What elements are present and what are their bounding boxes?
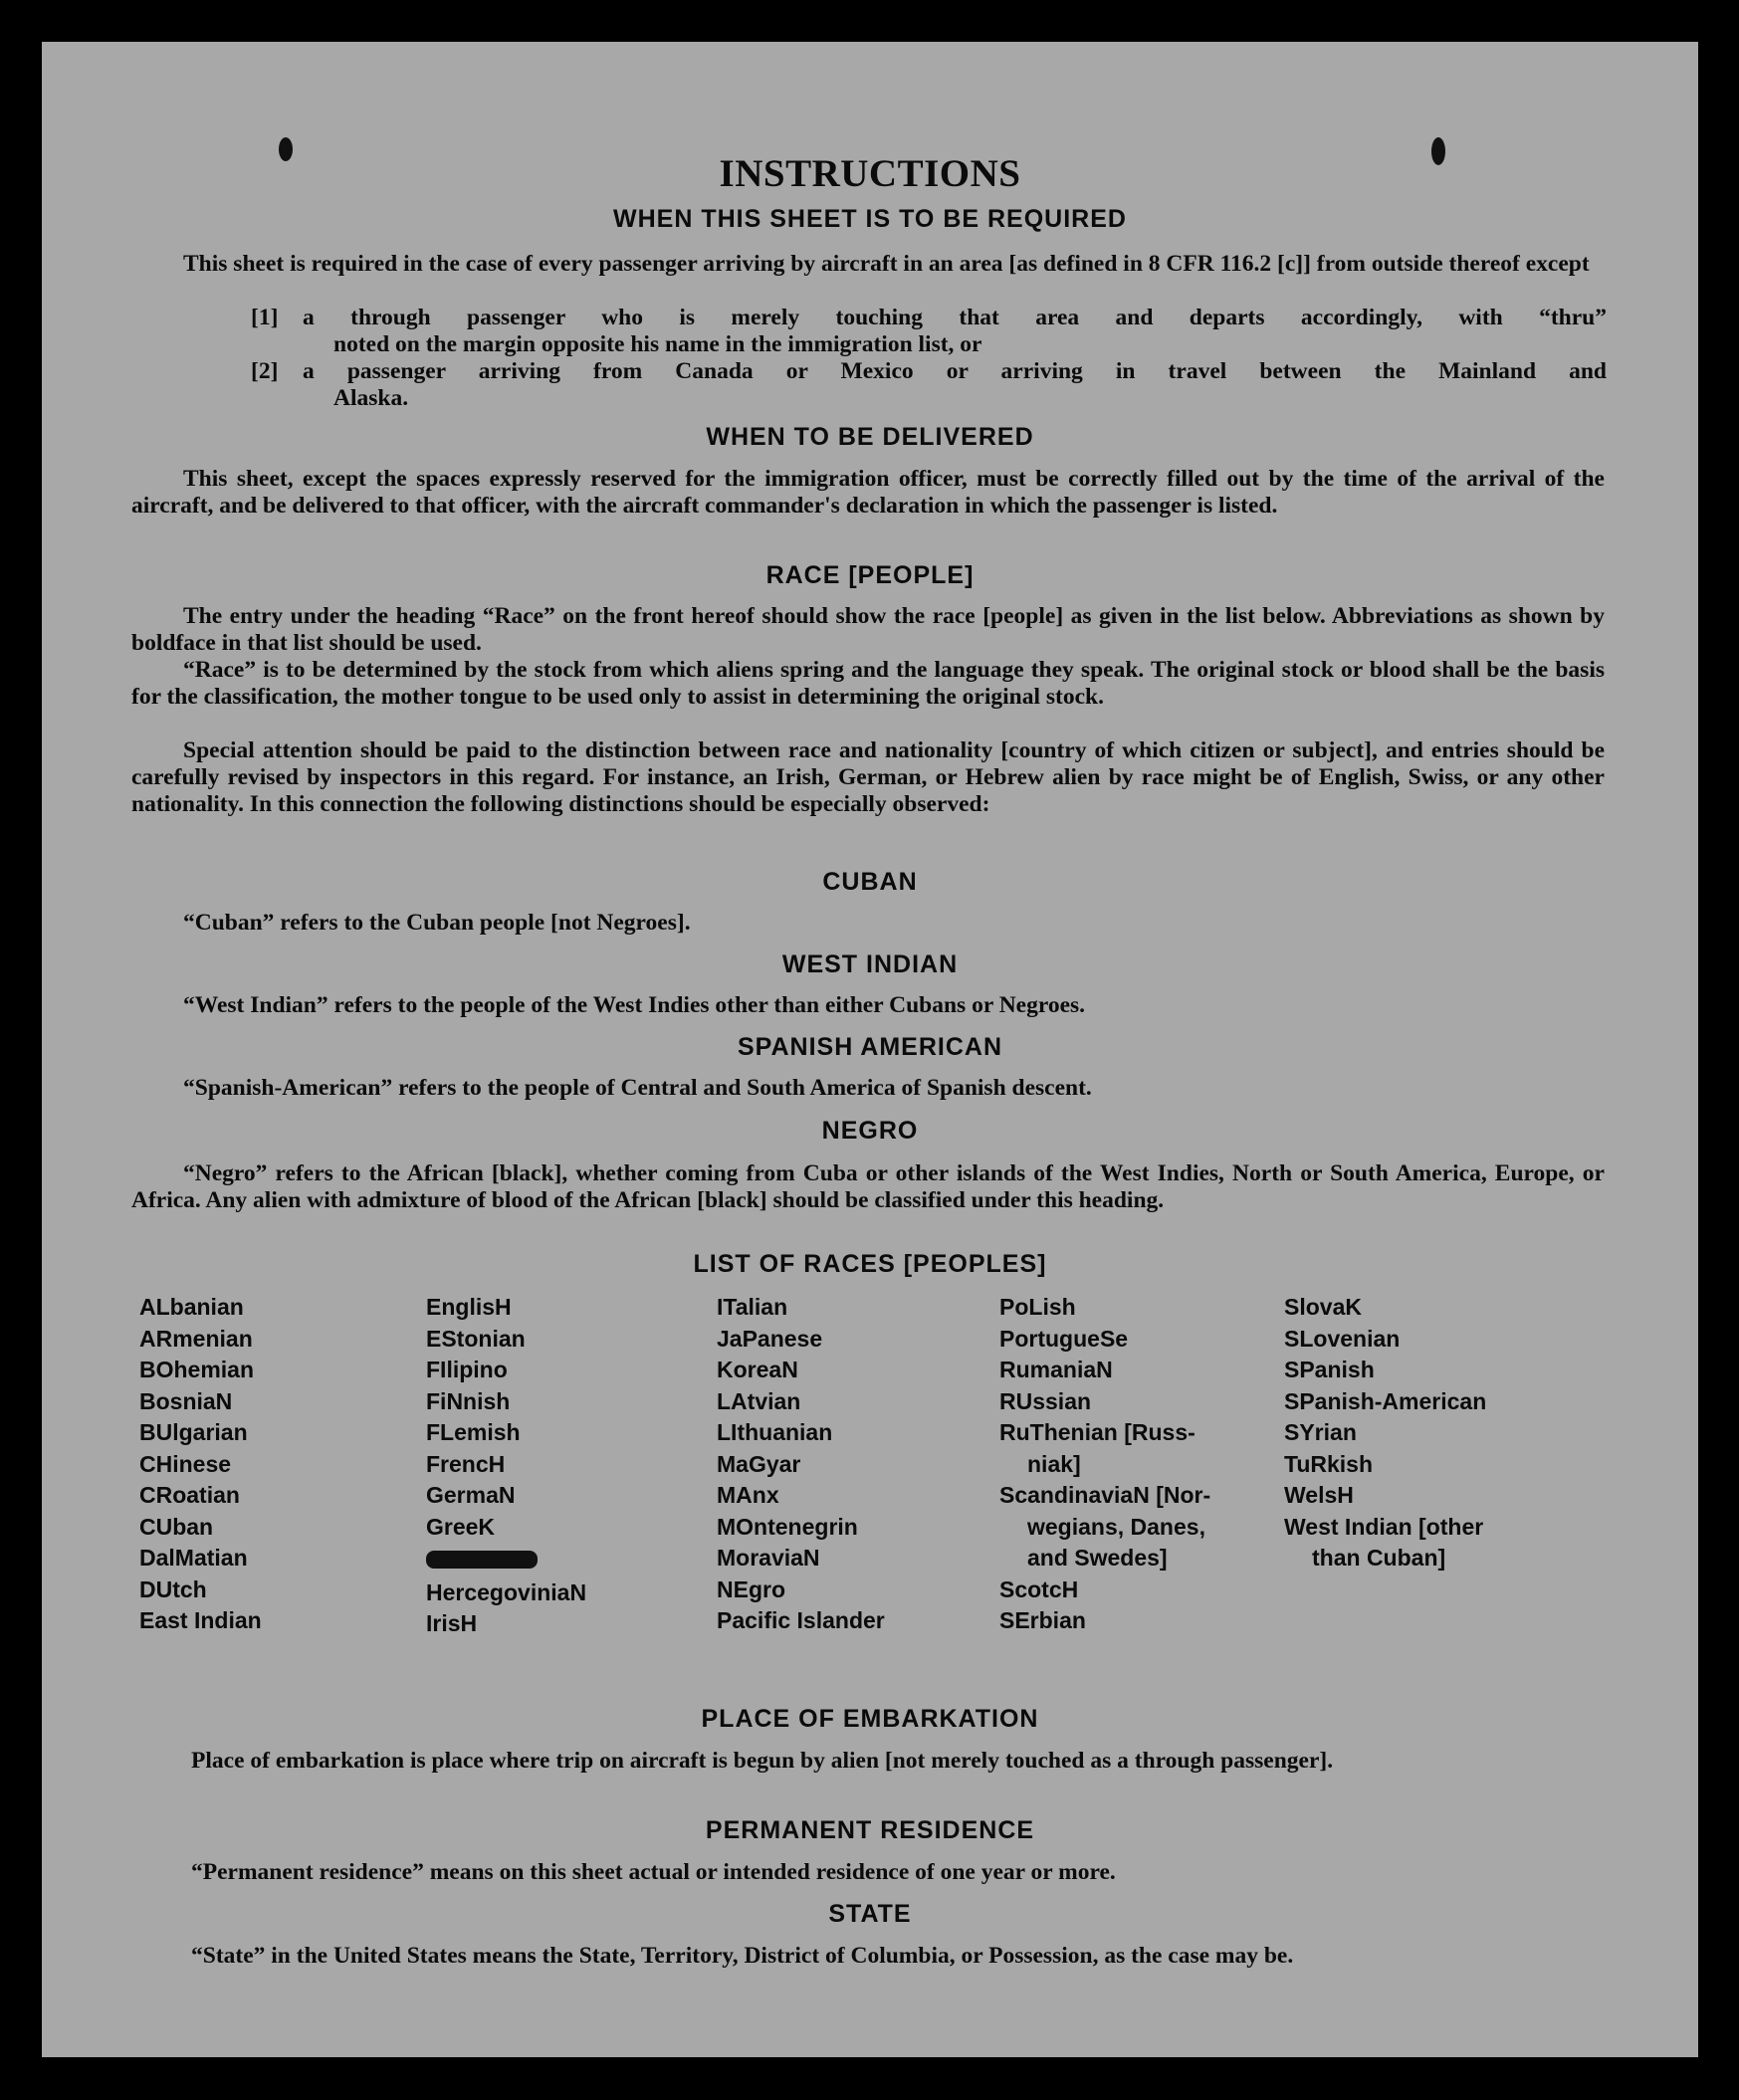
races-column-3 (717, 1292, 885, 1637)
item-2-line-2: Alaska. (333, 385, 409, 411)
para-race-1: The entry under the heading “Race” on the front hereof should show the race [people] as given in the list below. Abbreviations as shown by boldface in that list should be used. (131, 603, 1605, 656)
race-item: SErbian (999, 1607, 1086, 1633)
para-residence: “Permanent residence” means on this sheet actual or intended residence of one year or more. (191, 1859, 1116, 1885)
page-title: INSTRUCTIONS (719, 152, 1021, 195)
heading-spanish-american: SPANISH AMERICAN (737, 1033, 1002, 1061)
race-item: SPanish-American (1284, 1387, 1487, 1414)
race-item: BosniaN (139, 1387, 233, 1414)
race-item: EStonian (426, 1325, 526, 1352)
heading-west-indian: WEST INDIAN (781, 950, 959, 978)
race-item: WelsH (1284, 1482, 1354, 1508)
race-item: RumaniaN (999, 1357, 1113, 1382)
race-item: MOntenegrin (717, 1513, 858, 1540)
race-item: ARmenian (139, 1325, 253, 1352)
item-1-line-1: a through passenger who is merely touching that area and departs accordingly, with “thru” (303, 305, 1607, 330)
item-1-number: [1] (251, 305, 279, 330)
race-item: FIlipino (426, 1357, 508, 1382)
redaction-mark (426, 1551, 538, 1569)
races-column-1 (139, 1292, 262, 1637)
heading-place-of-embarkation: PLACE OF EMBARKATION (701, 1705, 1039, 1733)
para-west-indian: “West Indian” refers to the people of the West Indies other than either Cubans or Negroes. (183, 992, 1086, 1018)
heading-state: STATE (828, 1900, 912, 1928)
race-item: TuRkish (1284, 1450, 1374, 1477)
race-item: DalMatian (139, 1545, 248, 1571)
race-item-continuation: wegians, Danes, (1027, 1513, 1205, 1540)
races-column-5 (1284, 1292, 1486, 1575)
heading-negro: NEGRO (821, 1117, 919, 1145)
race-item: ScandinaviaN [Nor- (999, 1482, 1211, 1508)
race-item: SLovenian (1284, 1325, 1401, 1352)
race-item: KoreaN (717, 1357, 798, 1382)
race-item: GermaN (426, 1482, 516, 1508)
race-item: FrencH (426, 1450, 506, 1477)
race-item-continuation: than Cuban] (1312, 1545, 1446, 1571)
item-1-line-2: noted on the margin opposite his name in the immigration list, or (333, 331, 982, 357)
redacted-race-item (426, 1543, 586, 1577)
race-item: NEgro (717, 1575, 785, 1602)
para-spanish-american: “Spanish-American” refers to the people of Central and South America of Spanish descent. (183, 1075, 1092, 1101)
race-item-continuation: and Swedes] (1027, 1545, 1168, 1571)
race-item: GreeK (426, 1513, 496, 1540)
race-item: West Indian [other (1284, 1513, 1484, 1540)
item-2-number: [2] (251, 358, 279, 384)
race-item: FLemish (426, 1419, 521, 1445)
race-item: RUssian (999, 1387, 1092, 1414)
race-item-continuation: niak] (1027, 1450, 1081, 1477)
race-item: SPanish (1284, 1357, 1375, 1382)
para-required: This sheet is required in the case of every passenger arriving by aircraft in an area [as defined in 8 CFR 116.2 [c]] from outside thereof except (183, 251, 1590, 277)
para-negro: “Negro” refers to the African [black], whether coming from Cuba or other islands of the West Indies, North or South America, Europe, or Africa. Any alien with admixture of blood of the African [black] should be classified under this heading. (131, 1160, 1605, 1213)
heading-race: RACE [PEOPLE] (765, 561, 975, 589)
race-item: Pacific Islander (717, 1607, 885, 1633)
heading-when-delivered: WHEN TO BE DELIVERED (706, 423, 1034, 451)
para-cuban: “Cuban” refers to the Cuban people [not Negroes]. (183, 910, 691, 936)
race-item: CRoatian (139, 1482, 240, 1508)
heading-when-required: WHEN THIS SHEET IS TO BE REQUIRED (613, 205, 1127, 233)
race-item: East Indian (139, 1607, 262, 1633)
heading-cuban: CUBAN (822, 868, 918, 896)
race-item: IrisH (426, 1610, 478, 1636)
heading-permanent-residence: PERMANENT RESIDENCE (705, 1816, 1035, 1844)
para-embarkation: Place of embarkation is place where trip on aircraft is begun by alien [not merely touched as a through passenger]. (191, 1748, 1334, 1774)
race-item: PoLish (999, 1294, 1076, 1320)
item-2-line-1: a passenger arriving from Canada or Mexico or arriving in travel between the Mainland and (303, 358, 1607, 384)
para-delivered: This sheet, except the spaces expressly reserved for the immigration officer, must be correctly filled out by the time of the arrival of the aircraft, and be delivered to that officer, with the aircraft commander's declaration in which the passenger is listed. (131, 466, 1605, 519)
race-item: CUban (139, 1513, 214, 1540)
heading-list-of-races: LIST OF RACES [PEOPLES] (693, 1250, 1047, 1278)
race-item: DUtch (139, 1575, 207, 1602)
race-item: PortugueSe (999, 1325, 1129, 1352)
race-item: MoraviaN (717, 1545, 820, 1571)
race-item: JaPanese (717, 1325, 823, 1352)
race-item: MAnx (717, 1482, 779, 1508)
races-column-4 (999, 1292, 1210, 1637)
race-item: BOhemian (139, 1357, 255, 1382)
race-item: BUlgarian (139, 1419, 248, 1445)
race-item: CHinese (139, 1450, 232, 1477)
race-item: SlovaK (1284, 1294, 1362, 1320)
race-item: RuThenian [Russ- (999, 1419, 1196, 1445)
para-state: “State” in the United States means the State, Territory, District of Columbia, or Possession, as the case may be. (191, 1943, 1294, 1969)
race-item: ScotcH (999, 1575, 1079, 1602)
race-item: ALbanian (139, 1294, 244, 1320)
race-item: MaGyar (717, 1450, 801, 1477)
races-column-2 (426, 1292, 586, 1640)
para-race-3: Special attention should be paid to the distinction between race and nationality [country of which citizen or subject], and entries should be carefully revised by inspectors in this regard. For instance, an Irish, German, or Hebrew alien by race might be of English, Swiss, or any other nationality. In this connection the following distinctions should be especially observed: (131, 737, 1605, 817)
race-item: LAtvian (717, 1387, 801, 1414)
race-item: SYrian (1284, 1419, 1357, 1445)
document-sheet (42, 42, 1698, 2057)
para-race-2: “Race” is to be determined by the stock from which aliens spring and the language they speak. The original stock or blood shall be the basis for the classification, the mother tongue to be used only to assist in determining the original stock. (131, 657, 1605, 710)
race-item: EnglisH (426, 1294, 512, 1320)
race-item: ITalian (717, 1294, 788, 1320)
race-item: LIthuanian (717, 1419, 833, 1445)
race-item: HercegoviniaN (426, 1578, 587, 1605)
race-item: FiNnish (426, 1387, 511, 1414)
